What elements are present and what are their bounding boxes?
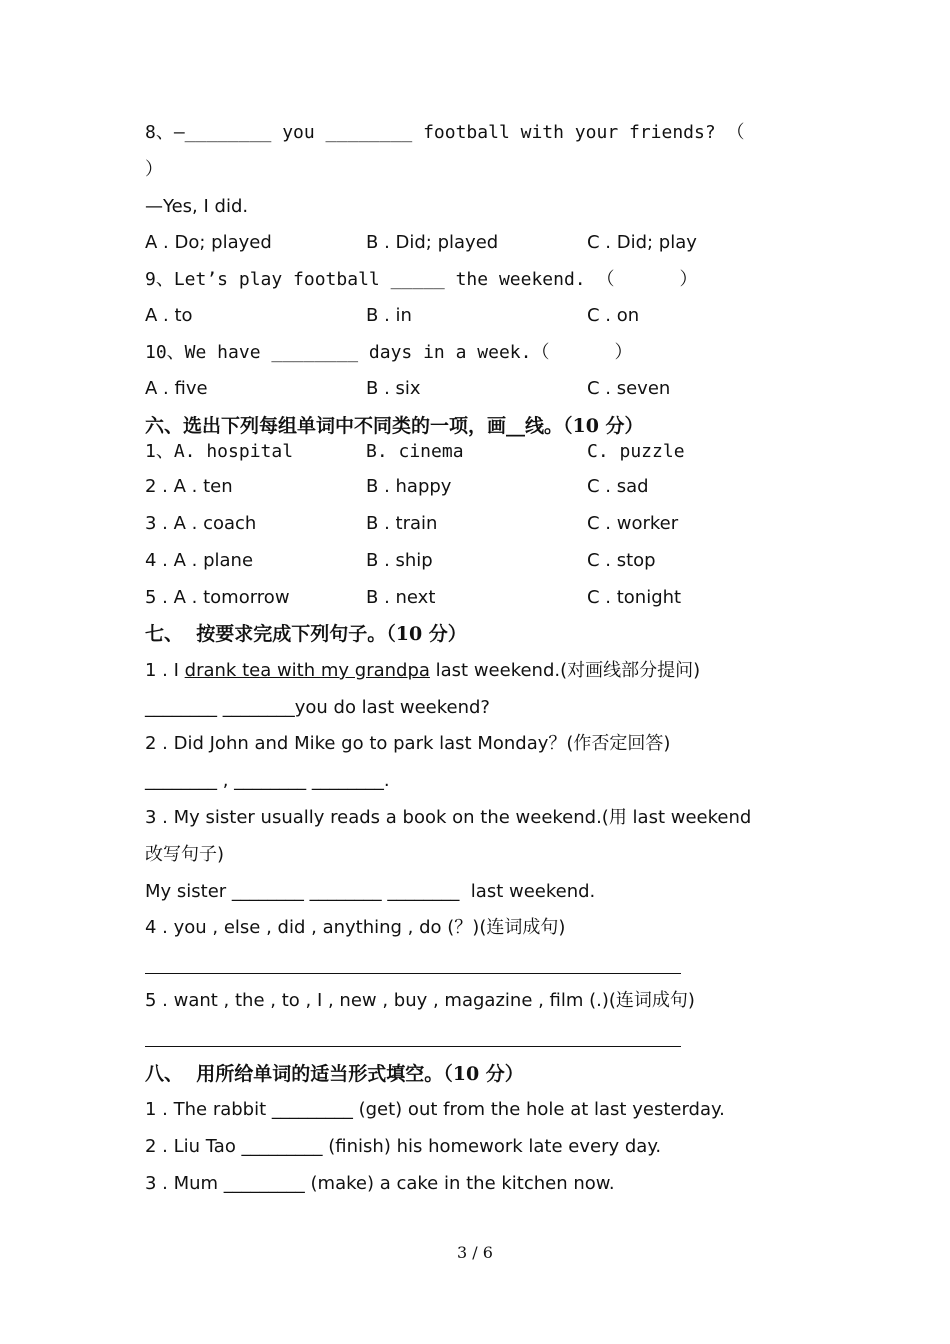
section6-row-4-c: C . stop — [587, 550, 656, 571]
q9-option-a: A . to — [145, 305, 193, 326]
section8-heading: 八、 用所给单词的适当形式填空。（10 分） — [145, 1063, 524, 1085]
q8-option-a: A . Do; played — [145, 232, 272, 253]
q9-option-c: C . on — [587, 305, 640, 326]
section6-row-4 — [145, 549, 805, 573]
page-number: 3 / 6 — [457, 1243, 493, 1262]
section7-q1 — [145, 659, 700, 683]
q8-answer-line: —Yes, I did. — [145, 196, 249, 217]
section7-q3-line1: 3 . My sister usually reads a book on the weekend.(用 last weekend — [145, 807, 752, 828]
section6-row-1-c: C. puzzle — [587, 441, 685, 462]
section6-row-2-b: B . happy — [366, 476, 452, 497]
q10-options — [145, 377, 805, 401]
section7-q1-answer: ________ ________you do last weekend? — [145, 697, 490, 718]
q9-stem: 9、Let’s play football _____ the weekend. （ ） — [145, 269, 698, 290]
section6-row-5-c: C . tonight — [587, 587, 682, 608]
section6-row-5 — [145, 586, 805, 610]
q8-stem: 8、—________ you ________ football with your friends? （ — [145, 122, 745, 143]
section6-row-2-a: 2 . A . ten — [145, 476, 233, 497]
q8-stem-end: ） — [145, 159, 163, 180]
section6-row-5-b: B . next — [366, 587, 436, 608]
section8-item-1: 1 . The rabbit _________ (get) out from the hole at last yesterday. — [145, 1099, 725, 1120]
section6-row-1 — [145, 440, 805, 464]
q8-option-c: C . Did; play — [587, 232, 697, 253]
q9-option-b: B . in — [366, 305, 412, 326]
section8-item-3: 3 . Mum _________ (make) a cake in the kitchen now. — [145, 1173, 615, 1194]
section6-row-2-c: C . sad — [587, 476, 649, 497]
section7-q4: 4 . you , else , did , anything , do (？)(连词成句) — [145, 917, 566, 938]
q9-options — [145, 304, 805, 328]
section6-row-1-b: B. cinema — [366, 441, 464, 462]
q10-option-b: B . six — [366, 378, 421, 399]
section6-row-4-b: B . ship — [366, 550, 433, 571]
section7-q1-suffix: last weekend.(对画线部分提问) — [429, 660, 701, 681]
section7-q2-answer: ________ , ________ ________. — [145, 770, 390, 791]
section7-q5-answer-line — [145, 1046, 681, 1047]
section7-q1-prefix: 1 . I — [145, 660, 185, 681]
section6-row-3 — [145, 512, 805, 536]
section7-q5: 5 . want , the , to , I , new , buy , magazine , film (.)(连词成句) — [145, 990, 695, 1011]
section6-row-4-a: 4 . A . plane — [145, 550, 254, 571]
section8-item-2: 2 . Liu Tao _________ (finish) his homework late every day. — [145, 1136, 662, 1157]
section7-q2: 2 . Did John and Mike go to park last Monday？(作否定回答) — [145, 733, 671, 754]
section6-row-2 — [145, 475, 805, 499]
q10-option-c: C . seven — [587, 378, 671, 399]
section7-q3-line2: 改写句子) — [145, 844, 225, 865]
section6-row-5-a: 5 . A . tomorrow — [145, 587, 290, 608]
q8-option-b: B . Did; played — [366, 232, 499, 253]
section6-row-3-b: B . train — [366, 513, 438, 534]
q8-options — [145, 231, 805, 255]
section6-heading: 六、选出下列每组单词中不同类的一项，画__线。（10 分） — [145, 415, 644, 437]
section7-q3-answer: My sister ________ ________ ________ last weekend. — [145, 881, 596, 902]
q10-stem: 10、We have ________ days in a week.（ ） — [145, 342, 633, 363]
section7-heading: 七、 按要求完成下列句子。（10 分） — [145, 623, 467, 645]
section6-row-3-c: C . worker — [587, 513, 679, 534]
section7-q1-underlined: drank tea with my grandpa — [184, 660, 430, 681]
section6-row-3-a: 3 . A . coach — [145, 513, 257, 534]
section6-row-1-a: 1、A. hospital — [145, 441, 294, 462]
section7-q4-answer-line — [145, 973, 681, 974]
q10-option-a: A . five — [145, 378, 208, 399]
